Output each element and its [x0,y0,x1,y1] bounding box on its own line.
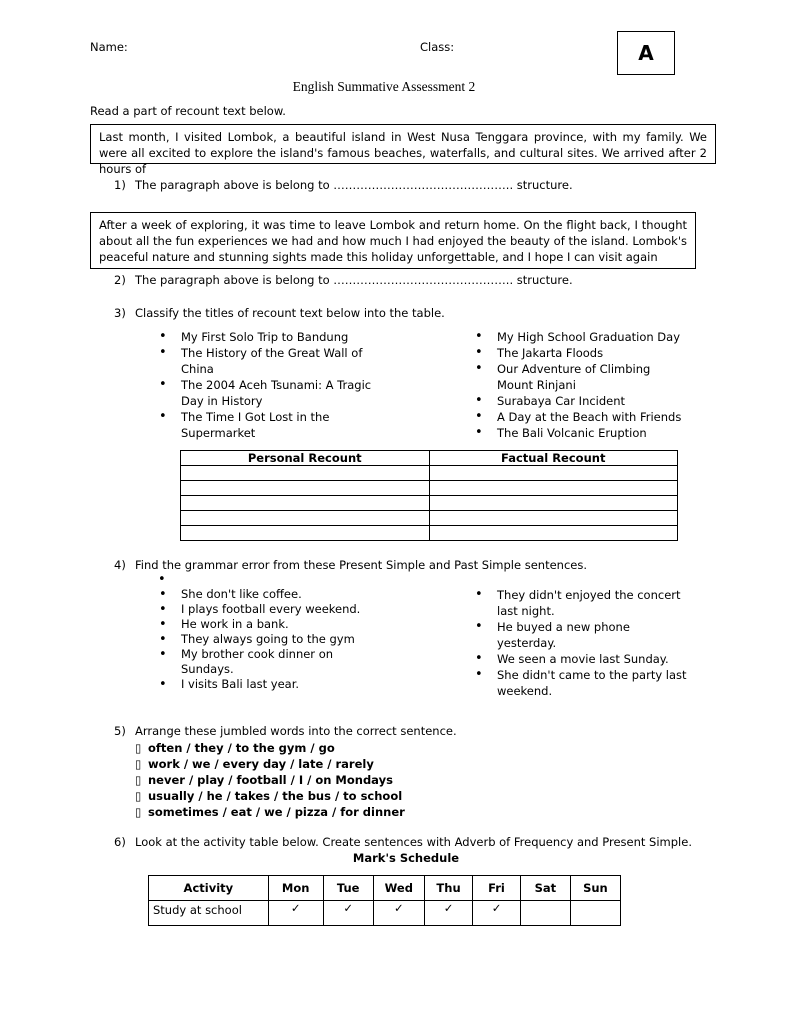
passage-1: Last month, I visited Lombok, a beautiful island in West Nusa Tenggara province, with my family. We were all excited to explore the island's famous beaches, waterfalls, and cultural sites. We arrived after 2 hours of [90,124,716,164]
q5-jumbled-list [135,740,405,820]
list-item [135,740,405,756]
q6-number: 6) [114,835,126,849]
q4-number: 4) [114,558,126,572]
list-item: • He work in a bank. [181,617,371,632]
table-header: Sat [520,876,570,901]
list-item: • They didn't enjoyed the concert last night. [497,587,687,619]
check-cell: ✓ [424,901,472,926]
list-item: • Our Adventure of Climbing Mount Rinjani [497,361,687,393]
q5-number: 5) [114,724,126,738]
table-cell[interactable] [429,466,678,481]
table-header: Thu [424,876,472,901]
list-item: • The Time I Got Lost in the Supermarket [181,409,376,441]
schedule-table [148,875,621,926]
table-cell[interactable] [429,481,678,496]
jumbled-sentence: work / we / every day / late / rarely [148,757,374,771]
q2-number: 2) [114,273,126,287]
name-label: Name: [90,40,128,54]
jumbled-sentence: never / play / football / I / on Mondays [148,773,393,787]
version-letter: A [638,41,654,65]
q6-text: Look at the activity table below. Create sentences with Adverb of Frequency and Present Simple. [135,835,692,849]
table-cell[interactable] [429,511,678,526]
list-item: • She didn't came to the party last weekend. [497,667,687,699]
box-glyph-icon: ▯ [135,789,142,803]
table-header: Sun [570,876,620,901]
q3-left-list [181,329,376,441]
box-glyph-icon: ▯ [135,773,142,787]
list-item: • We seen a movie last Sunday. [497,651,687,667]
instruction-text: Read a part of recount text below. [90,104,286,118]
check-cell: ✓ [473,901,521,926]
list-item: • The History of the Great Wall of China [181,345,376,377]
table-header: Activity [149,876,269,901]
table-row [181,496,678,511]
check-cell [570,901,620,926]
list-item [135,756,405,772]
box-glyph-icon: ▯ [135,741,142,755]
q4-left-list [181,587,371,692]
check-cell: ✓ [268,901,323,926]
list-item [135,804,405,820]
jumbled-sentence: sometimes / eat / we / pizza / for dinner [148,805,405,819]
table-cell[interactable] [181,526,430,541]
box-glyph-icon: ▯ [135,805,142,819]
list-item: • The Bali Volcanic Eruption [497,425,687,441]
table-header: Fri [473,876,521,901]
empty-bullet: • [158,572,166,587]
passage-2: After a week of exploring, it was time to leave Lombok and return home. On the flight back, I thought about all the fun experiences we had and how much I had enjoyed the beauty of the island. Lombok's peaceful nature and stunning sights made this holiday unforgettable, and I hope I can visit again [90,212,696,269]
list-item: • They always going to the gym [181,632,371,647]
table-row [181,481,678,496]
list-item [135,788,405,804]
table-cell[interactable] [181,466,430,481]
list-item [135,772,405,788]
activity-cell: Study at school [149,901,269,926]
q1-text: The paragraph above is belong to ……………………………………….. structure. [135,178,573,192]
list-item: • The 2004 Aceh Tsunami: A Tragic Day in History [181,377,376,409]
list-item: • I plays football every weekend. [181,602,371,617]
page-title: English Summative Assessment 2 [292,79,476,94]
version-box [617,31,675,75]
list-item: • He buyed a new phone yesterday. [497,619,687,651]
jumbled-sentence: often / they / to the gym / go [148,741,335,755]
list-item: • Surabaya Car Incident [497,393,687,409]
table-header: Wed [373,876,424,901]
q1-number: 1) [114,178,126,192]
table-header: Tue [323,876,373,901]
jumbled-sentence: usually / he / takes / the bus / to school [148,789,403,803]
q2-text: The paragraph above is belong to ……………………………………….. structure. [135,273,573,287]
list-item: • The Jakarta Floods [497,345,687,361]
table-header: Factual Recount [429,451,678,466]
q3-number: 3) [114,306,126,320]
q4-right-list [497,587,687,699]
table-row [181,526,678,541]
table-row [181,511,678,526]
table-header: Mon [268,876,323,901]
table-cell[interactable] [429,526,678,541]
classification-table [180,450,678,541]
list-item: • My brother cook dinner on Sundays. [181,647,371,677]
schedule-title: Mark's Schedule [352,851,460,865]
list-item: • My High School Graduation Day [497,329,687,345]
check-cell: ✓ [323,901,373,926]
list-item: • She don't like coffee. [181,587,371,602]
box-glyph-icon: ▯ [135,757,142,771]
q3-text: Classify the titles of recount text below into the table. [135,306,445,320]
table-cell[interactable] [181,481,430,496]
class-label: Class: [420,40,455,54]
table-cell[interactable] [181,496,430,511]
q3-right-list [497,329,687,441]
list-item: • My First Solo Trip to Bandung [181,329,376,345]
q4-text: Find the grammar error from these Present Simple and Past Simple sentences. [135,558,587,572]
table-row [181,466,678,481]
check-cell: ✓ [373,901,424,926]
table-row [149,901,621,926]
check-cell [520,901,570,926]
table-cell[interactable] [181,511,430,526]
list-item: • I visits Bali last year. [181,677,371,692]
list-item: • A Day at the Beach with Friends [497,409,687,425]
q5-text: Arrange these jumbled words into the correct sentence. [135,724,457,738]
table-header: Personal Recount [181,451,430,466]
table-cell[interactable] [429,496,678,511]
